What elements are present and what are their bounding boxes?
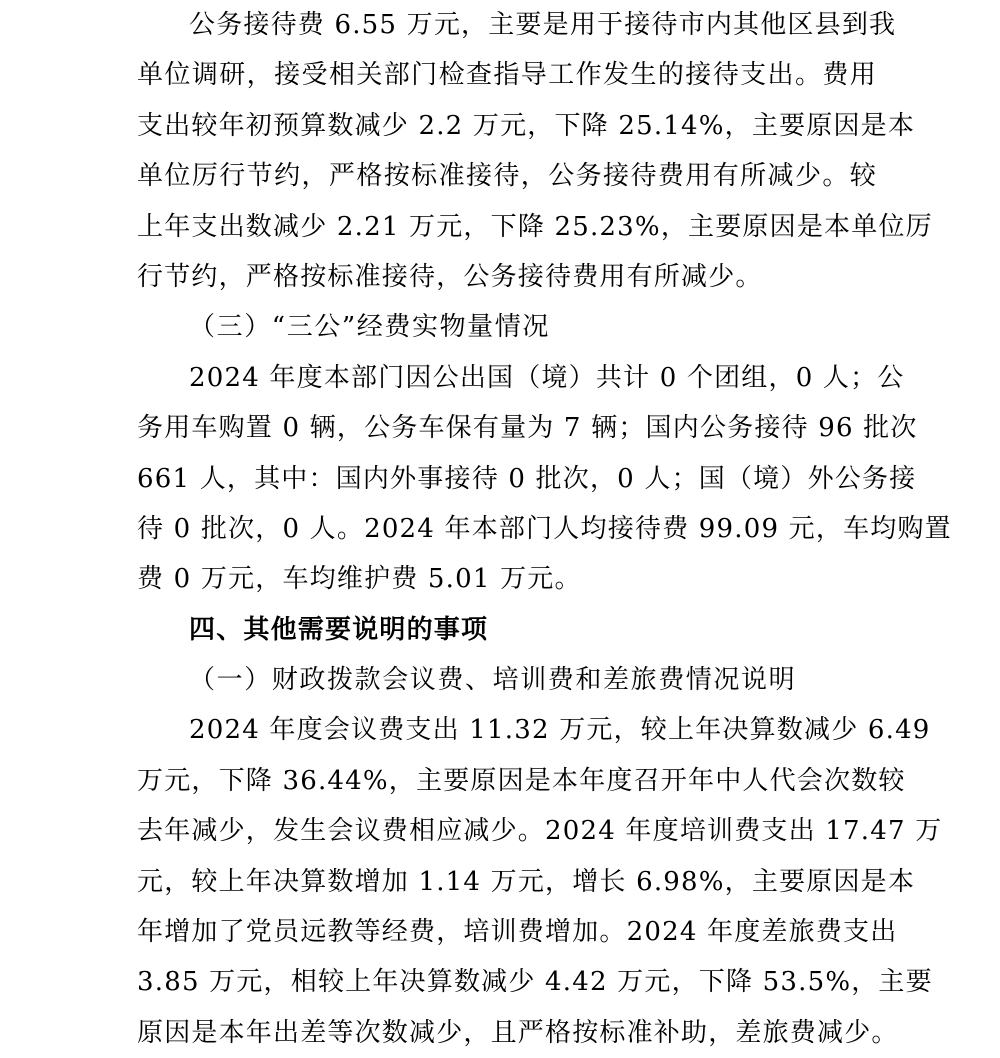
- text-line: 待 0 批次，0 人。2024 年本部门人均接待费 99.09 元，车均购置: [137, 513, 952, 544]
- text-line: 年增加了党员远教等经费，培训费增加。2024 年度差旅费支出: [137, 917, 898, 948]
- subsection-heading-meeting-training-travel: （一）财政拨款会议费、培训费和差旅费情况说明: [189, 665, 797, 696]
- paragraph-meeting-training-travel: [137, 705, 943, 1058]
- text-line: 支出较年初预算数减少 2.2 万元，下降 25.14%，主要原因是本: [137, 110, 916, 141]
- text-line: 费 0 万元，车均维护费 5.01 万元。: [137, 564, 582, 595]
- text-line: 去年减少，发生会议费相应减少。2024 年度培训费支出 17.47 万: [137, 816, 943, 847]
- text-line: 原因是本年出差等次数减少，且严格按标准补助，差旅费减少。: [137, 1017, 899, 1048]
- text-line: 单位厉行节约，严格按标准接待，公务接待费用有所减少。较: [137, 161, 877, 192]
- paragraph-physical-quantities: [137, 353, 952, 605]
- document-page: [137, 0, 952, 1058]
- text-line: 务用车购置 0 辆，公务车保有量为 7 辆；国内公务接待 96 批次: [137, 413, 918, 444]
- text-line: 3.85 万元，相较上年决算数减少 4.42 万元，下降 53.5%，主要: [137, 967, 933, 998]
- text-line: 661 人，其中：国内外事接待 0 批次，0 人；国（境）外公务接: [137, 463, 917, 494]
- text-line: 元，较上年决算数增加 1.14 万元，增长 6.98%，主要原因是本: [137, 866, 916, 897]
- text-line: 公务接待费 6.55 万元，主要是用于接待市内其他区县到我: [189, 10, 897, 40]
- text-line: 万元，下降 36.44%，主要原因是本年度召开年中人代会次数较: [137, 765, 906, 796]
- text-line: 行节约，严格按标准接待，公务接待费用有所减少。: [137, 261, 763, 292]
- paragraph-reception-expense: [137, 0, 933, 302]
- subsection-heading-three-public: （三）“三公”经费实物量情况: [189, 312, 550, 343]
- text-line: 单位调研，接受相关部门检查指导工作发生的接待支出。费用: [137, 60, 877, 91]
- section-heading-other-matters: 四、其他需要说明的事项: [189, 614, 489, 645]
- text-line: 2024 年度会议费支出 11.32 万元，较上年决算数减少 6.49: [189, 715, 931, 746]
- text-line: 上年支出数减少 2.21 万元，下降 25.23%，主要原因是本单位厉: [137, 211, 933, 242]
- text-line: 2024 年度本部门因公出国（境）共计 0 个团组，0 人；公: [189, 362, 905, 393]
